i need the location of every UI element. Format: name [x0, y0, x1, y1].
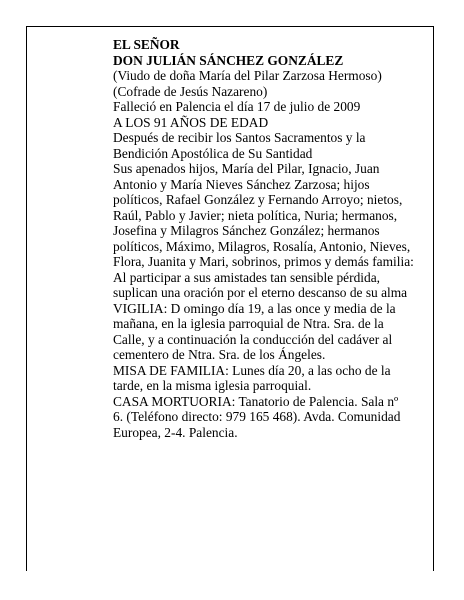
notice-line: VIGILIA: D omingo día 19, a las once y media de la	[113, 300, 396, 316]
notice-line: cementero de Ntra. Sra. de los Ángeles.	[113, 347, 326, 362]
notice-line: suplican una oración por el eterno descanso de su alma	[113, 285, 408, 300]
notice-line: (Cofrade de Jesús Nazareno)	[113, 83, 268, 99]
notice-line: Flora, Juanita y Mari, sobrinos, primos y demás familia:	[113, 254, 414, 269]
notice-line: mañana, en la iglesia parroquial de Ntra. Sra. de la	[113, 316, 384, 331]
notice-line: Al participar a sus amistades tan sensible pérdida,	[113, 269, 380, 285]
deceased-name: DON JULIÁN SÁNCHEZ GONZÁLEZ	[113, 52, 344, 68]
notice-line: Raúl, Pablo y Javier; nieta política, Nuria; hermanos,	[113, 207, 398, 223]
notice-line: tarde, en la misma iglesia parroquial.	[113, 378, 312, 393]
notice-line: políticos, Rafael González y Fernando Arroyo; nietos,	[113, 192, 403, 207]
notice-line: políticos, Máximo, Milagros, Rosalía, Antonio, Nieves,	[113, 238, 411, 254]
notice-line: Antonio y María Nieves Sánchez Zarzosa; hijos	[113, 176, 370, 192]
notice-line: Falleció en Palencia el día 17 de julio de 2009	[113, 99, 361, 114]
notice-line: CASA MORTUORIA: Tanatorio de Palencia. Sala nº	[113, 393, 399, 409]
notice-line: A LOS 91 AÑOS DE EDAD	[113, 114, 269, 130]
obituary-notice	[113, 37, 433, 440]
notice-line: Después de recibir los Santos Sacramentos y la	[113, 130, 366, 145]
notice-heading: EL SEÑOR	[113, 37, 180, 52]
notice-line: (Viudo de doña María del Pilar Zarzosa Hermoso)	[113, 68, 382, 83]
notice-line: Sus apenados hijos, María del Pilar, Ignacio, Juan	[113, 161, 380, 176]
notice-line: 6. (Teléfono directo: 979 165 468). Avda. Comunidad	[113, 409, 401, 424]
notice-line: Josefina y Milagros Sánchez González; hermanos	[113, 223, 380, 238]
notice-line: Bendición Apostólica de Su Santidad	[113, 145, 313, 161]
notice-line: MISA DE FAMILIA: Lunes día 20, a las ocho de la	[113, 362, 391, 378]
notice-line: Calle, y a continuación la conducción del cadáver al	[113, 331, 393, 347]
notice-line: Europea, 2-4. Palencia.	[113, 424, 238, 440]
